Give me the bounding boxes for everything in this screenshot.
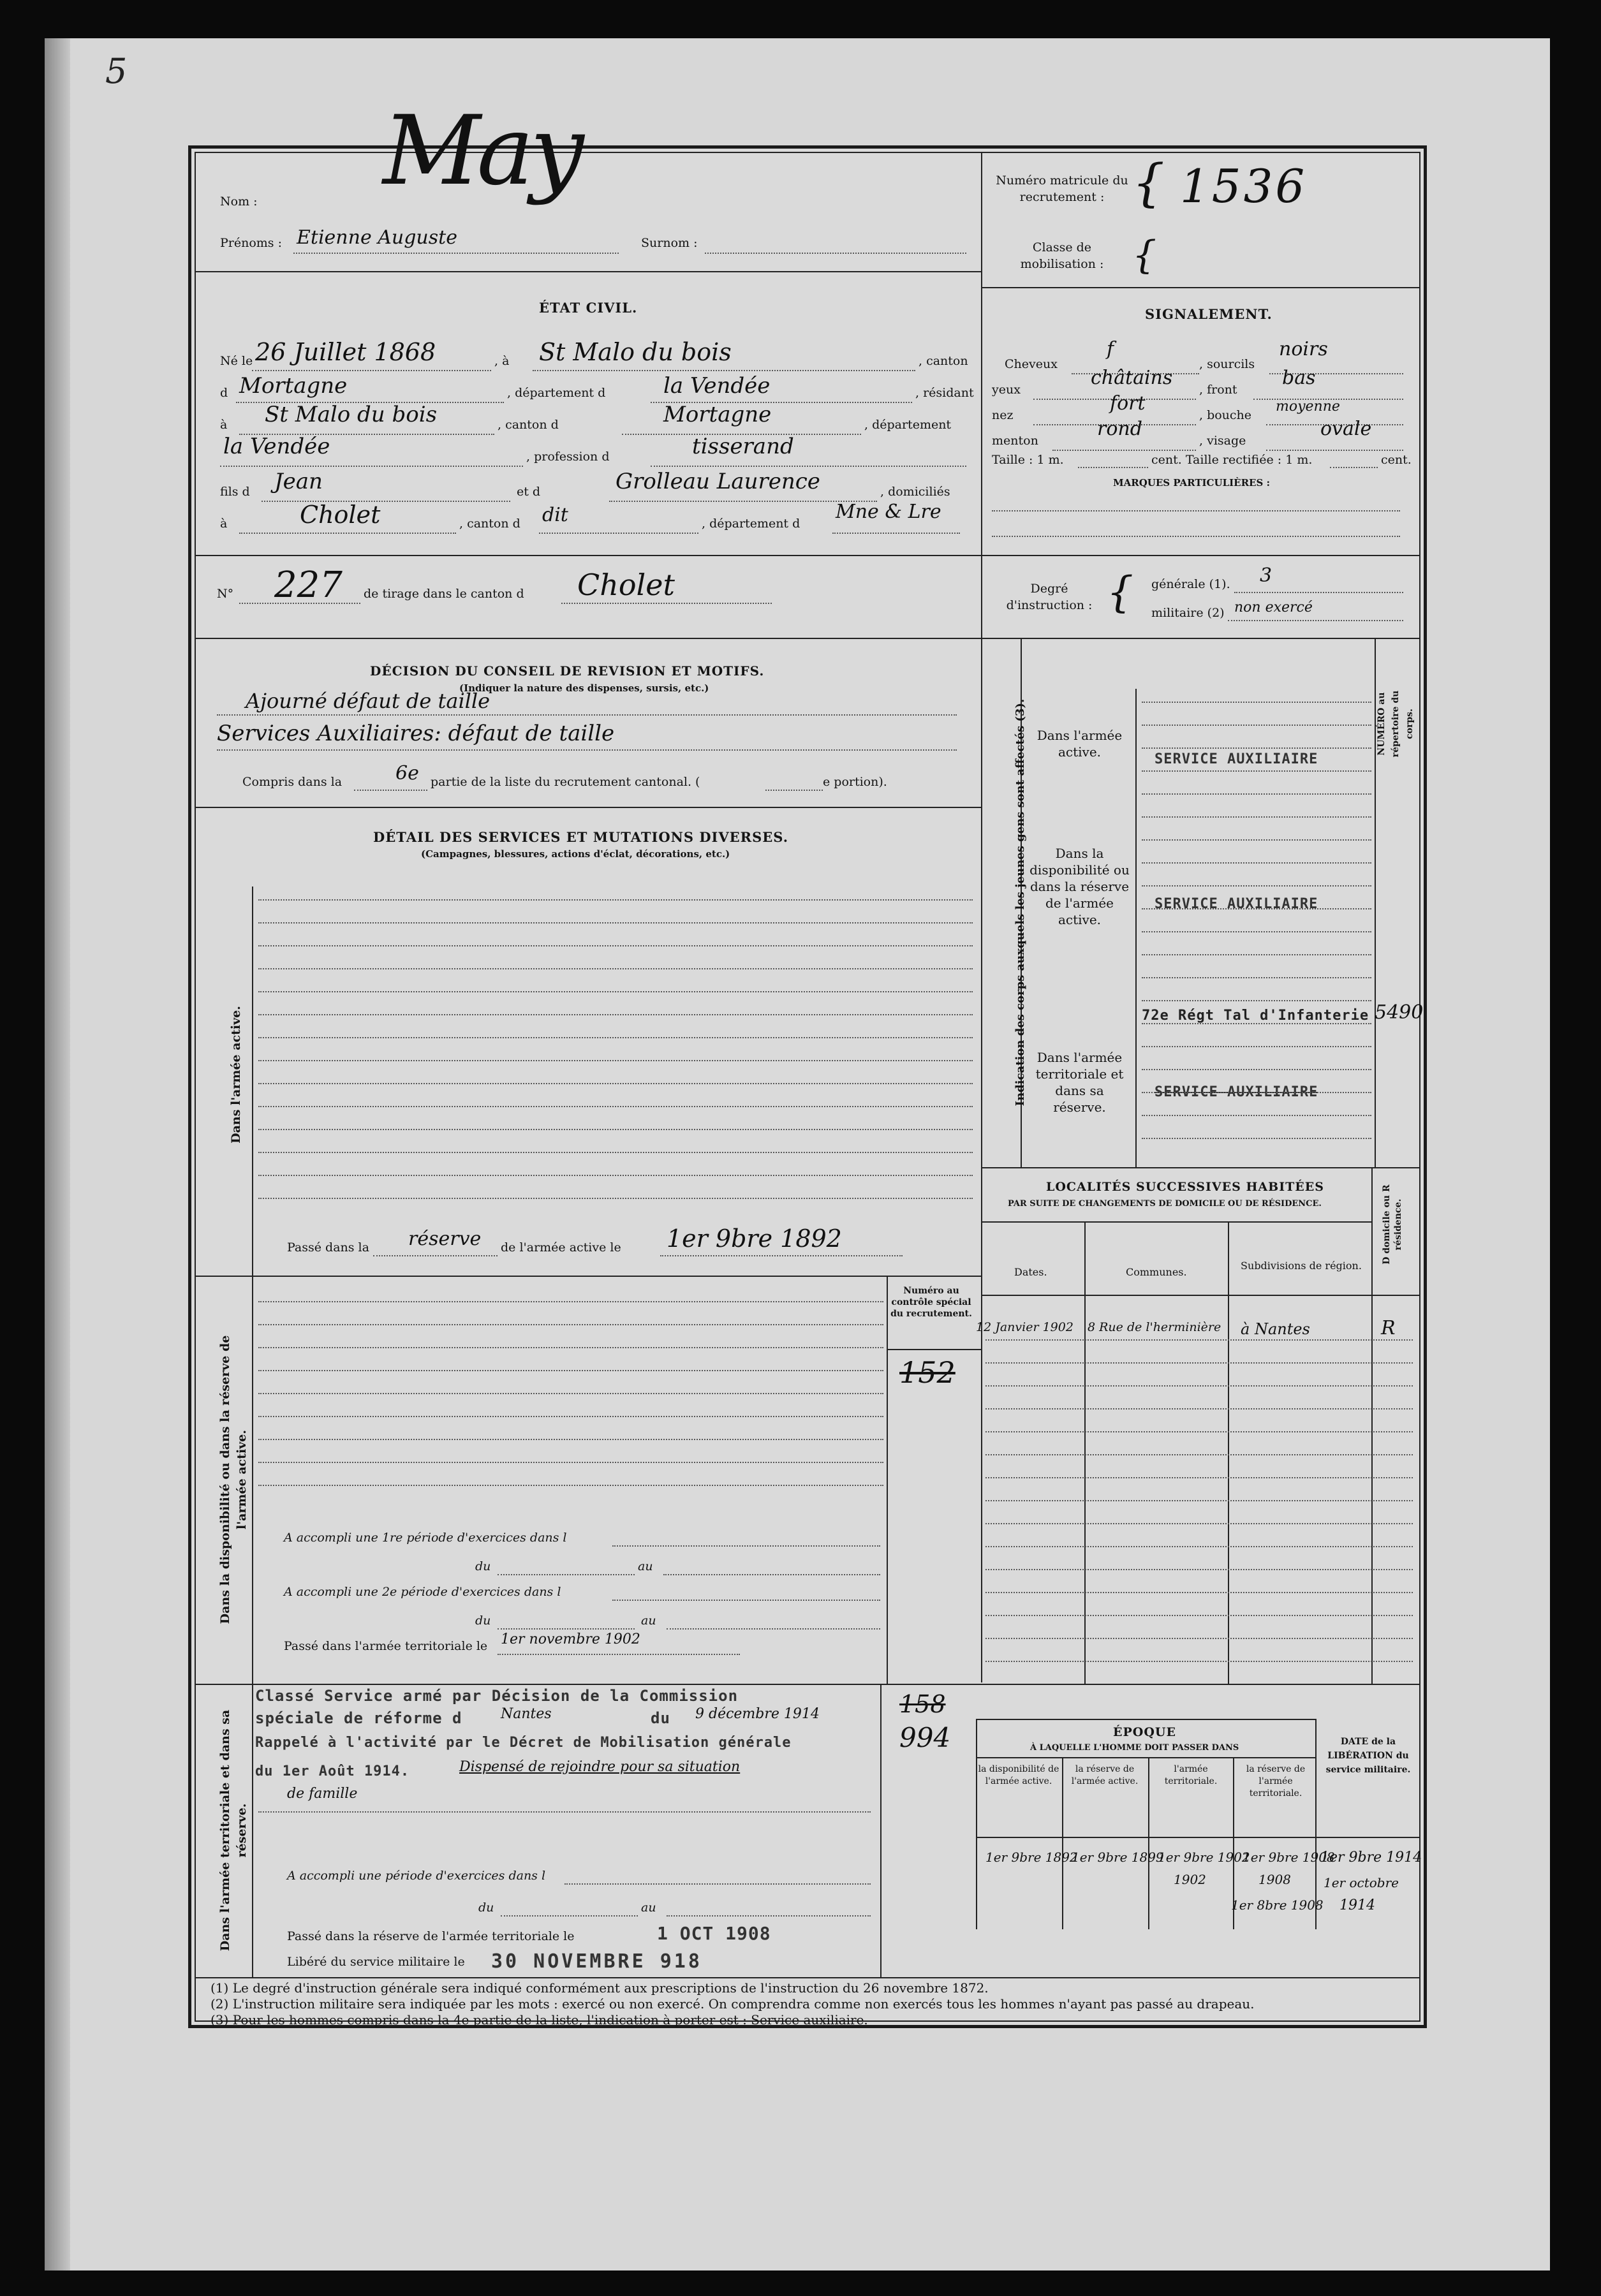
profession-label: , profession d <box>526 450 610 464</box>
dom-departement-label: , département d <box>702 517 801 531</box>
corps-dotted-line <box>1142 725 1371 726</box>
classe-brace: { <box>1132 233 1157 277</box>
terr-reserve-value: 1 OCT 1908 <box>657 1923 771 1944</box>
compris-label: Compris dans la <box>242 775 343 789</box>
header-right-rule <box>981 287 1420 288</box>
taille-rect-label: cent. Taille rectifiée : 1 m. <box>1151 453 1313 467</box>
epoque-value: 1er 9bre 1908 <box>1243 1850 1335 1865</box>
corps-dotted-line <box>1142 862 1371 864</box>
dom-dep-value: Mne & Lre <box>836 501 941 523</box>
bouche-label: , bouche <box>1199 408 1252 422</box>
resident-label: , résidant <box>915 386 974 400</box>
dom-canton-line <box>539 533 698 534</box>
visage-label: , visage <box>1199 434 1246 448</box>
terr-stamp-1: Classé Service armé par Décision de la Commission <box>255 1687 739 1705</box>
decision-title: DÉCISION DU CONSEIL DE REVISION ET MOTIFS. <box>370 663 765 679</box>
ne-le-line <box>252 370 491 371</box>
tirage-rule <box>195 638 981 639</box>
localites-dotted-line <box>985 1615 1413 1616</box>
res-canton-label: , canton d <box>498 418 559 432</box>
epoque-col-divider <box>1062 1757 1063 1929</box>
decision-dotline-1 <box>217 714 957 716</box>
regiment-number: 5490 <box>1375 1001 1424 1024</box>
epoque-top-rule <box>976 1719 1315 1720</box>
du1-label: du <box>475 1559 491 1573</box>
au1-label: au <box>638 1559 653 1573</box>
nom-value: May <box>383 96 580 207</box>
corps-rule <box>981 1167 1420 1168</box>
compris-line <box>354 790 427 791</box>
epoque-col-header: la disponibilité de l'armée active. <box>978 1764 1059 1786</box>
dispo-dotted-line <box>258 1370 883 1371</box>
domicile-value: Cholet <box>300 501 381 529</box>
signalement-rule <box>981 555 1420 556</box>
localites-dotted-line <box>985 1408 1413 1409</box>
tirage-no-line <box>239 603 360 604</box>
dom-canton-label: , canton d <box>459 517 520 531</box>
footnote-3: (3) Pour les hommes compris dans la 4e partie de la liste, l'indication à porter est : Service auxiliaire. <box>210 2012 868 2027</box>
decision-line2: Services Auxiliaires: défaut de taille <box>217 721 615 746</box>
corps-dotted-line <box>1142 1046 1371 1047</box>
vertical-disponibilite: Dans la disponibilité ou dans la réserve de l'armée active. <box>218 1335 249 1624</box>
localites-dotted-line <box>985 1638 1413 1639</box>
details-dotted-line <box>258 1014 973 1015</box>
menton-value: rond <box>1097 418 1142 440</box>
epoque-col-header: la réserve de l'armée active. <box>1071 1764 1139 1786</box>
periode2-line <box>612 1600 880 1601</box>
localites-row1-subdivision: à Nantes <box>1241 1320 1310 1338</box>
surnom-label: Surnom : <box>641 236 698 250</box>
taille-label: Taille : 1 m. <box>992 453 1064 467</box>
nez-label: nez <box>992 408 1014 422</box>
mere-value: Grolleau Laurence <box>616 469 820 494</box>
et-label: et d <box>517 485 541 499</box>
corps-dotted-line <box>1142 931 1371 932</box>
details-dotted-line <box>258 1129 973 1130</box>
periode1-label: A accompli une 1re période d'exercices dans l <box>284 1531 567 1545</box>
corps-dotted-line <box>1142 1069 1371 1070</box>
taille-line <box>1078 467 1148 468</box>
corps-dotted-line <box>1142 702 1371 703</box>
corps-dotted-line <box>1142 1138 1371 1139</box>
departement-value: la Vendée <box>663 373 771 399</box>
details-rule <box>195 1276 981 1277</box>
corps-armee-active: Dans l'armée active. <box>1037 728 1123 760</box>
terr-num-value: 994 <box>899 1722 951 1753</box>
fils-label: fils d <box>220 485 250 499</box>
terr-reserve-label: Passé dans la réserve de l'armée territoriale le <box>287 1929 575 1943</box>
details-dotted-line <box>258 1060 973 1061</box>
epoque-col-header: l'armée territoriale. <box>1164 1764 1218 1786</box>
res-dep-value: la Vendée <box>223 434 330 459</box>
epoque-value: 1er 9bre 1902 <box>1158 1850 1250 1865</box>
sourcils-value: noirs <box>1279 338 1328 360</box>
terr-periode-label: A accompli une période d'exercices dans l <box>287 1869 546 1883</box>
epoque-value: 1er 9bre 1892 <box>985 1850 1078 1865</box>
localites-dotted-line <box>985 1385 1413 1387</box>
epoque-subtitle-rule <box>976 1757 1315 1758</box>
details-title: DÉTAIL DES SERVICES ET MUTATIONS DIVERSES. <box>373 829 788 845</box>
terr-libere-label: Libéré du service militaire le <box>287 1955 465 1969</box>
du1-line <box>498 1574 635 1575</box>
du2-label: du <box>475 1614 491 1628</box>
militaire-value: non exercé <box>1234 600 1313 615</box>
dispo-dotted-line <box>258 1439 883 1440</box>
page-binding-shadow <box>45 38 70 2270</box>
details-dotted-line <box>258 1175 973 1176</box>
dom-dep-line <box>832 533 960 534</box>
decision-rule <box>195 807 981 808</box>
dispo-dotted-line <box>258 1301 883 1302</box>
footnotes-rule <box>195 1977 1420 1978</box>
marques-line-1 <box>992 510 1400 511</box>
generale-value: 3 <box>1260 564 1273 587</box>
visage-value: ovale <box>1320 418 1372 440</box>
header-rule <box>195 271 981 272</box>
numero-repertoire-label: NUMÉRO au répertoire du corps. <box>1376 690 1415 758</box>
terr-numero-divider <box>880 1684 882 1977</box>
localites-dotted-line <box>985 1431 1413 1432</box>
localites-col-communes: Communes. <box>1126 1266 1187 1278</box>
terr-stamp-4-hand: Dispensé de rejoindre pour sa situation <box>459 1759 741 1775</box>
menton-line <box>1052 450 1196 451</box>
departement-label: , département d <box>507 386 606 400</box>
corps-dotted-line <box>1142 816 1371 818</box>
territoriale-label: Passé dans l'armée territoriale le <box>284 1639 488 1653</box>
profession-line <box>651 466 966 467</box>
territoriale-line <box>498 1654 740 1655</box>
numero-controle-value: 152 <box>899 1355 955 1390</box>
terr-au-label: au <box>641 1901 656 1915</box>
matricule-brace: { <box>1132 153 1165 212</box>
profession-value: tisserand <box>692 434 794 459</box>
epoque-lib1: 1er 9bre 1914 <box>1320 1850 1422 1866</box>
classe-label: Classe de mobilisation : <box>1020 240 1104 271</box>
decision-dotline-2 <box>217 749 957 751</box>
details-dotted-line <box>258 899 973 901</box>
terr-line5-hand: de famille <box>287 1786 358 1802</box>
territoriale-value: 1er novembre 1902 <box>501 1631 640 1647</box>
surnom-line <box>705 253 966 254</box>
localites-row1-commune: 8 Rue de l'herminière <box>1088 1320 1221 1334</box>
taille-rect-line <box>1330 467 1378 468</box>
stamp-territoriale: SERVICE AUXILIAIRE <box>1155 1084 1318 1100</box>
portion-line <box>765 790 823 791</box>
pere-line <box>262 501 510 502</box>
prenoms-label: Prénoms : <box>220 236 282 250</box>
corps-dotted-line <box>1142 1092 1371 1093</box>
dispo-dotted-line <box>258 1416 883 1417</box>
epoque-lib2: 1er octobre <box>1324 1875 1399 1890</box>
details-subtitle: (Campagnes, blessures, actions d'éclat, décorations, etc.) <box>421 848 730 860</box>
militaire-line <box>1228 620 1403 621</box>
localites-col-dates: Dates. <box>1014 1266 1047 1278</box>
terr-libere-value: 30 NOVEMBRE 918 <box>491 1950 702 1973</box>
epoque-subtitle: À LAQUELLE L'HOMME DOIT PASSER DANS <box>1030 1743 1239 1753</box>
epoque-lib3: 1914 <box>1339 1897 1375 1913</box>
active-column-divider <box>252 887 253 1276</box>
residant-value: St Malo du bois <box>265 402 438 427</box>
yeux-label: yeux <box>992 383 1021 397</box>
localites-title-rule <box>981 1221 1371 1223</box>
passe-date-line <box>660 1255 903 1256</box>
etat-civil-rule <box>195 555 981 556</box>
terr-du-label: du <box>478 1901 494 1915</box>
dispo-dotted-line <box>258 1462 883 1463</box>
vertical-armee-active: Dans l'armée active. <box>229 1006 243 1144</box>
epoque-value: 1er 9bre 1899 <box>1072 1850 1164 1865</box>
militaire-label: militaire (2) <box>1151 606 1225 620</box>
canton-value: Mortagne <box>239 373 348 399</box>
passe-date: 1er 9bre 1892 <box>667 1225 842 1253</box>
res-canton-value: Mortagne <box>663 402 772 427</box>
localites-dr-divider <box>1371 1167 1373 1684</box>
terr-stamp-2-date: 9 décembre 1914 <box>695 1706 820 1722</box>
terr-stamp-2-hand: Nantes <box>501 1706 552 1722</box>
details-dotted-line <box>258 1083 973 1084</box>
front-label: , front <box>1199 383 1237 397</box>
dispo-dotted-line <box>258 1347 883 1348</box>
corps-disponibilite: Dans la disponibilité ou dans la réserve de l'armée active. <box>1029 846 1130 927</box>
details-dotted-line <box>258 945 973 946</box>
decision-subtitle: (Indiquer la nature des dispenses, sursis, etc.) <box>459 682 709 694</box>
signalement-title: SIGNALEMENT. <box>1145 306 1273 322</box>
page-number: 5 <box>105 51 128 91</box>
matricule-value: 1536 <box>1180 159 1308 213</box>
corps-dotted-line <box>1142 885 1371 887</box>
stamp-dispo: SERVICE AUXILIAIRE <box>1155 896 1318 912</box>
generale-label: générale (1). <box>1151 577 1230 591</box>
details-dotted-line <box>258 991 973 992</box>
corps-dotted-line <box>1142 977 1371 978</box>
localites-row1-dr: R <box>1381 1317 1396 1339</box>
terr-stamp-4: du 1er Août 1914. <box>255 1763 410 1779</box>
marques-line-2 <box>992 536 1400 537</box>
dispo-dotted-line <box>258 1324 883 1325</box>
details-dotted-line <box>258 1037 973 1038</box>
nom-label: Nom : <box>220 195 258 209</box>
cheveux-label: Cheveux <box>1005 357 1058 371</box>
degre-label: Degré d'instruction : <box>1006 582 1093 612</box>
epoque-date-header: DATE de la LIBÉRATION du service militaire. <box>1325 1737 1411 1775</box>
terr-num-crossed: 158 <box>899 1690 946 1718</box>
passe-rest: de l'armée active le <box>501 1240 621 1255</box>
lieu-line <box>533 370 915 371</box>
dispo-numero-divider <box>887 1276 888 1684</box>
regiment-stamp: 72e Régt Tal d'Infanterie <box>1142 1008 1369 1024</box>
footnote-1: (1) Le degré d'instruction générale sera indiqué conformément aux prescriptions de l'instruction du 26 novembre 1872. <box>210 1980 989 1996</box>
details-dotted-line <box>258 1198 973 1199</box>
epoque-header-rule <box>976 1837 1420 1838</box>
corps-territoriale: Dans l'armée territoriale et dans sa réserve. <box>1035 1050 1124 1115</box>
instruction-brace: { <box>1107 568 1133 617</box>
corps-dotted-line <box>1142 839 1371 841</box>
localites-header-rule <box>981 1295 1420 1296</box>
stamp-active: SERVICE AUXILIAIRE <box>1155 751 1318 767</box>
passe-value: réserve <box>408 1228 482 1250</box>
marques-label: MARQUES PARTICULIÈRES : <box>1113 477 1271 489</box>
dispo-dotted-line <box>258 1393 883 1394</box>
cent-label: cent. <box>1381 453 1412 467</box>
epoque-title: ÉPOQUE <box>1113 1725 1176 1739</box>
prenoms-line <box>293 253 619 254</box>
corps-dotted-line <box>1142 747 1371 749</box>
epoque-value-2: 1908 <box>1258 1872 1291 1887</box>
corps-dotted-line <box>1142 1023 1371 1024</box>
bouche-value: moyenne <box>1276 399 1340 415</box>
terr-stamp-3: Rappelé à l'activité par le Décret de Mobilisation générale <box>255 1735 792 1751</box>
visage-line <box>1266 450 1403 451</box>
corps-dotted-line <box>1142 954 1371 955</box>
au2-label: au <box>641 1614 656 1628</box>
details-dotted-line <box>258 1152 973 1153</box>
tirage-canton-line <box>561 603 772 604</box>
localites-subtitle: PAR SUITE DE CHANGEMENTS DE DOMICILE OU DE RÉSIDENCE. <box>1008 1199 1322 1209</box>
passe-label: Passé dans la <box>287 1240 369 1255</box>
localites-dotted-line <box>985 1546 1413 1547</box>
nez-value: fort <box>1110 392 1146 415</box>
res-departement-label: , département <box>864 418 952 432</box>
decision-line1: Ajourné défaut de taille <box>246 689 491 713</box>
localites-col-subdivisions: Subdivisions de région. <box>1241 1260 1362 1272</box>
epoque-left-border <box>976 1719 977 1929</box>
numero-controle-header: Numéro au contrôle spécial du recrutement. <box>890 1286 972 1319</box>
corps-dotted-line <box>1142 1000 1371 1001</box>
terr-au-line <box>667 1915 871 1917</box>
ne-le-value: 26 Juillet 1868 <box>255 338 436 366</box>
prenoms-value: Etienne Auguste <box>297 226 457 249</box>
compris-rest: partie de la liste du recrutement cantonal. ( <box>431 775 700 789</box>
tirage-no-label: N° <box>217 587 234 601</box>
dispo-dotted-line <box>258 1485 883 1486</box>
periode2-label: A accompli une 2e période d'exercices dans l <box>284 1585 561 1599</box>
terr-periode-line <box>564 1883 871 1885</box>
details-dotted-line <box>258 1106 973 1107</box>
localites-dotted-line <box>985 1592 1413 1593</box>
localites-dotted-line <box>985 1362 1413 1364</box>
terr-stamp-2b: du <box>651 1709 670 1727</box>
au2-line <box>667 1628 880 1630</box>
instruction-rule <box>981 638 1420 639</box>
corps-dotted-line <box>1142 908 1371 909</box>
dom-a-label: à <box>220 517 228 531</box>
dom-canton-value: dit <box>542 504 568 526</box>
localites-dotted-line <box>985 1339 1413 1341</box>
pere-value: Jean <box>274 469 323 494</box>
dispo-rule <box>195 1684 1420 1685</box>
portion-label: e portion). <box>823 775 887 789</box>
epoque-val3: 1er 8bre 1908 <box>1231 1897 1324 1913</box>
localites-dotted-line <box>985 1569 1413 1570</box>
tirage-no-value: 227 <box>274 564 343 606</box>
ne-le-label: Né le <box>220 354 253 368</box>
corps-dotted-line <box>1142 1115 1371 1116</box>
terr-stamp-2a: spéciale de réforme d <box>255 1709 462 1727</box>
details-dotted-line <box>258 968 973 969</box>
passe-line <box>373 1255 498 1256</box>
menton-label: menton <box>992 434 1038 448</box>
epoque-value-2: 1902 <box>1174 1872 1206 1887</box>
au1-line <box>663 1574 880 1575</box>
sourcils-label: , sourcils <box>1199 357 1255 371</box>
localites-dotted-line <box>985 1477 1413 1478</box>
terr-blank-line <box>258 1811 871 1813</box>
du2-line <box>498 1628 635 1630</box>
localites-row1-date: 12 Janvier 1902 <box>976 1320 1073 1334</box>
column-divider <box>981 152 982 1682</box>
localites-title: LOCALITÉS SUCCESSIVES HABITÉES <box>1046 1180 1324 1194</box>
yeux-value: châtains <box>1091 367 1173 389</box>
corps-dotted-line <box>1142 793 1371 795</box>
corps-dotted-line <box>1142 770 1371 772</box>
epoque-col-divider <box>1148 1757 1149 1929</box>
generale-line <box>1234 592 1403 593</box>
numero-header-rule <box>887 1349 981 1350</box>
cheveux-value: f <box>1107 338 1114 360</box>
res-dep-line <box>220 466 523 467</box>
d-label: d <box>220 386 228 400</box>
tirage-label: de tirage dans le canton d <box>364 587 524 601</box>
canton-label: , canton <box>919 354 968 368</box>
compris-value: 6e <box>395 762 419 784</box>
domicile-line <box>239 533 456 534</box>
domicilies-label: , domiciliés <box>880 485 950 499</box>
localites-dotted-line <box>985 1661 1413 1662</box>
terr-du-line <box>501 1915 638 1917</box>
res-a-label: à <box>220 418 228 432</box>
corps-label-divider <box>1135 689 1137 1167</box>
localites-dotted-line <box>985 1500 1413 1501</box>
periode1-line <box>612 1545 880 1547</box>
matricule-label: Numéro matricule du recrutement : <box>996 173 1128 204</box>
footnote-2: (2) L'instruction militaire sera indiquée par les mots : exercé ou non exercé. On comprendra comme non exercés tous les hommes n'ayant pas passé au drapeau. <box>210 1996 1255 2012</box>
epoque-col-header: la réserve de l'armée territoriale. <box>1246 1764 1306 1799</box>
localites-dr-header: D domicile ou R résidence. <box>1382 1184 1403 1265</box>
a-label: , à <box>494 354 510 368</box>
front-value: bas <box>1282 367 1316 389</box>
vertical-territoriale: Dans l'armée territoriale et dans sa réserve. <box>218 1709 249 1952</box>
tirage-canton-value: Cholet <box>577 568 675 602</box>
lieu-naissance-value: St Malo du bois <box>539 338 732 366</box>
localites-dotted-line <box>985 1523 1413 1524</box>
vertical-corps: Indication des corps auxquels les jeunes gens sont affectés (3). <box>1014 698 1027 1107</box>
etat-civil-title: ÉTAT CIVIL. <box>539 300 638 316</box>
details-dotted-line <box>258 922 973 924</box>
localites-dotted-line <box>985 1454 1413 1455</box>
